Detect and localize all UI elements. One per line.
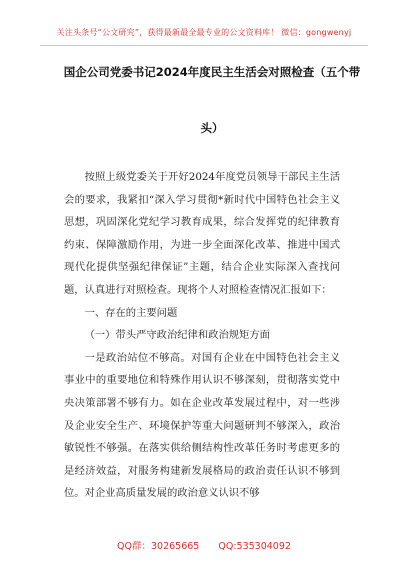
- contact-footer: [0, 538, 408, 552]
- qq-group-text: QQ群：30265665: [117, 541, 200, 552]
- intro-paragraph: 按照上级党委关于开好2024年度党员领导干部民主生活会的要求，我紧扣“深入学习贯彻*新时代中国特色社会主义思想，巩固深化党纪学习教育成果，综合发挥党的纪律教育约束、保障激励作用，为进一步全面深化改革、推进中国式现代化提供坚强纪律保证”主题，结合企业实际深入查找问题，认真进行对照检查。现将个人对照检查情况汇报如下：: [64, 171, 340, 296]
- subsection-heading: （一）带头严守政治纪律和政治规矩方面: [84, 329, 270, 342]
- section-heading: 一、存在的主要问题: [84, 306, 178, 319]
- header-divider: [40, 45, 368, 46]
- document-title-line-2: 头）: [200, 121, 224, 135]
- document-body: [64, 166, 340, 505]
- document-title-line-1: 国企公司党委书记2024年度民主生活会对照检查（五个带: [63, 65, 361, 79]
- promo-header: 关注头条号“公文研究”，获得最新最全最专业的公文资料库！ 微信：gongwenyj: [56, 28, 352, 37]
- body-paragraph: 一是政治站位不够高。对国有企业在中国特色社会主义事业中的重要地位和特殊作用认识不够深刻，贯彻落实党中央决策部署不够有力。如在企业改革发展过程中，对一些涉及企业安全生产、环境保护等重大问题研判不够深入，政治敏锐性不够强。在落实供给侧结构性改革任务时考虑更多的是经济效益，对服务构建新发展格局的政治责任认识不够到位。对企业高质量发展的政治意义认识不够: [64, 351, 340, 500]
- qq-contact-text: QQ:535304092: [218, 541, 291, 552]
